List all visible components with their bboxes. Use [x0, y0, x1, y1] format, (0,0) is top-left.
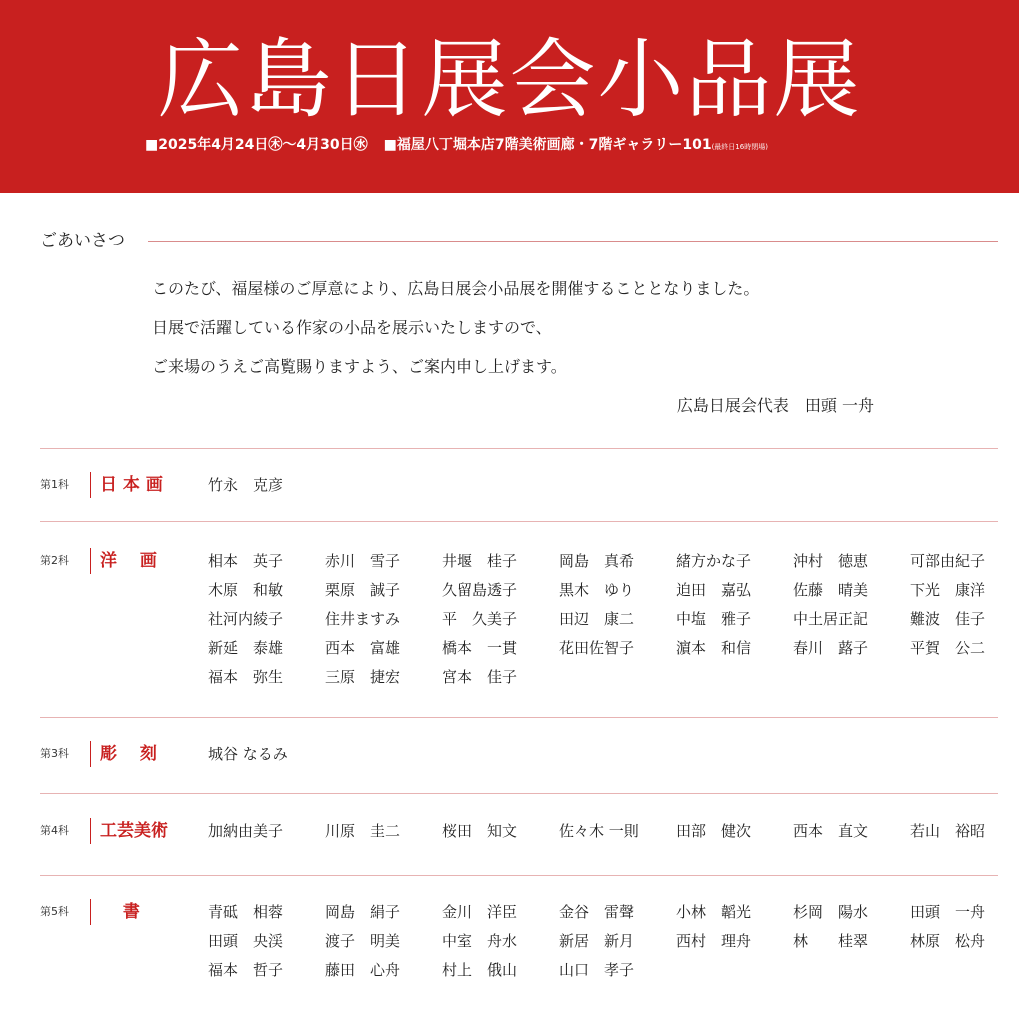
section-category: 工芸美術: [100, 821, 168, 841]
artist-name: 林原 松舟: [910, 932, 986, 950]
artist-name: 黒木 ゆり: [559, 581, 635, 599]
artist-name: 相本 英子: [208, 552, 284, 570]
section-bar: [90, 741, 91, 767]
section-category: 彫 刻: [100, 744, 157, 764]
section-number: 第5科: [40, 905, 69, 918]
artist-name: 村上 俄山: [442, 961, 518, 979]
artist-name: 小林 韜光: [676, 903, 752, 921]
artist-name: 中土居正記: [793, 610, 869, 628]
artist-name: 竹永 克彦: [208, 476, 284, 494]
artist-name: 若山 裕昭: [910, 822, 986, 840]
artist-name: 可部由紀子: [910, 552, 986, 570]
artist-name: 岡島 絹子: [325, 903, 401, 921]
section-divider: [40, 717, 998, 718]
artist-name: 川原 圭二: [325, 822, 401, 840]
section-category: 日 本 画: [100, 475, 163, 495]
artist-name: 平 久美子: [442, 610, 518, 628]
artist-name: 赤川 雪子: [325, 552, 401, 570]
exhibition-title: 広島日展会小品展: [157, 30, 862, 130]
section-number: 第4科: [40, 824, 69, 837]
section-bar: [90, 472, 91, 498]
section-divider: [40, 448, 998, 449]
artist-list: [208, 472, 1019, 498]
section-divider: [40, 875, 998, 876]
artist-name: 加納由美子: [208, 822, 284, 840]
artist-name: 迫田 嘉弘: [676, 581, 752, 599]
greeting-line: ご来場のうえご高覧賜りますよう、ご案内申し上げます。: [152, 357, 567, 376]
artist-name: 難波 佳子: [910, 610, 986, 628]
artist-name: 平賀 公二: [910, 639, 986, 657]
artist-name: 中塩 雅子: [676, 610, 752, 628]
artist-name: 佐々木 一則: [559, 822, 639, 840]
artist-name: 西村 理舟: [676, 932, 752, 950]
artist-name: 春川 蕗子: [793, 639, 869, 657]
artist-name: 田頭 央渓: [208, 932, 284, 950]
artist-name: 木原 和敏: [208, 581, 284, 599]
artist-name: 花田佐智子: [559, 639, 635, 657]
artist-name: 渡子 明美: [325, 932, 401, 950]
artist-name: 金川 洋臣: [442, 903, 518, 921]
section-number: 第2科: [40, 554, 69, 567]
exhibition-info: [145, 135, 1005, 157]
greeting-heading-row: [40, 229, 998, 253]
artist-name: 社河内綾子: [208, 610, 284, 628]
artist-name: 金谷 雷聲: [559, 903, 635, 921]
artist-name: 沖村 徳恵: [793, 552, 869, 570]
artist-list: [208, 818, 1019, 844]
greeting-rule: [148, 241, 998, 242]
artist-name: 福本 哲子: [208, 961, 284, 979]
artist-name: 田部 健次: [676, 822, 752, 840]
greeting-signature: 広島日展会代表 田頭 一舟: [676, 396, 874, 415]
artist-name: 三原 捷宏: [325, 668, 401, 686]
artist-name: 杉岡 陽水: [793, 903, 869, 921]
artist-list: [208, 741, 1019, 767]
artist-name: 福本 弥生: [208, 668, 284, 686]
section-category: 洋 画: [100, 551, 157, 571]
exhibition-dates: ■2025年4月24日㊍～4月30日㊌: [145, 137, 368, 153]
artist-name: 橋本 一貫: [442, 639, 518, 657]
artist-name: 新居 新月: [559, 932, 635, 950]
artist-name: 下光 康洋: [910, 581, 986, 599]
section-number: 第3科: [40, 747, 69, 760]
artist-name: 岡島 真希: [559, 552, 635, 570]
header-banner: [0, 0, 1019, 193]
artist-name: 山口 孝子: [559, 961, 635, 979]
artist-name: 佐藤 晴美: [793, 581, 869, 599]
artist-name: 青砥 相蓉: [208, 903, 284, 921]
artist-name: 田辺 康二: [559, 610, 635, 628]
artist-name: 藤田 心舟: [325, 961, 401, 979]
section-divider: [40, 521, 998, 522]
section-bar: [90, 818, 91, 844]
artist-list: [208, 899, 1019, 983]
artist-name: 桜田 知文: [442, 822, 518, 840]
greeting-heading: ごあいさつ: [40, 229, 133, 253]
greeting-line: 日展で活躍している作家の小品を展示いたしますので、: [152, 318, 552, 337]
section-divider: [40, 793, 998, 794]
section-bar: [90, 548, 91, 574]
artist-name: 城谷 なるみ: [208, 745, 288, 763]
artist-name: 栗原 誠子: [325, 581, 401, 599]
greeting-line: このたび、福屋様のご厚意により、広島日展会小品展を開催することとなりました。: [152, 279, 760, 298]
artist-name: 新延 泰雄: [208, 639, 284, 657]
artist-name: 井堰 桂子: [442, 552, 518, 570]
section-bar: [90, 899, 91, 925]
artist-name: 田頭 一舟: [910, 903, 986, 921]
artist-name: 林 桂翠: [793, 932, 869, 950]
artist-name: 住井ますみ: [325, 610, 401, 628]
section-number: 第1科: [40, 478, 69, 491]
artist-name: 中室 舟水: [442, 932, 518, 950]
artist-name: 西本 直文: [793, 822, 869, 840]
artist-name: 濵本 和信: [676, 639, 752, 657]
artist-name: 久留島透子: [442, 581, 518, 599]
exhibition-venue: ■福屋八丁堀本店7階美術画廊・7階ギャラリー101: [383, 137, 712, 153]
artist-name: 西本 富雄: [325, 639, 401, 657]
artist-list: [208, 548, 1019, 690]
section-category: 書: [100, 902, 140, 922]
closing-note: (最終日16時閉場): [711, 143, 768, 151]
artist-name: 宮本 佳子: [442, 668, 518, 686]
artist-name: 緒方かな子: [676, 552, 752, 570]
